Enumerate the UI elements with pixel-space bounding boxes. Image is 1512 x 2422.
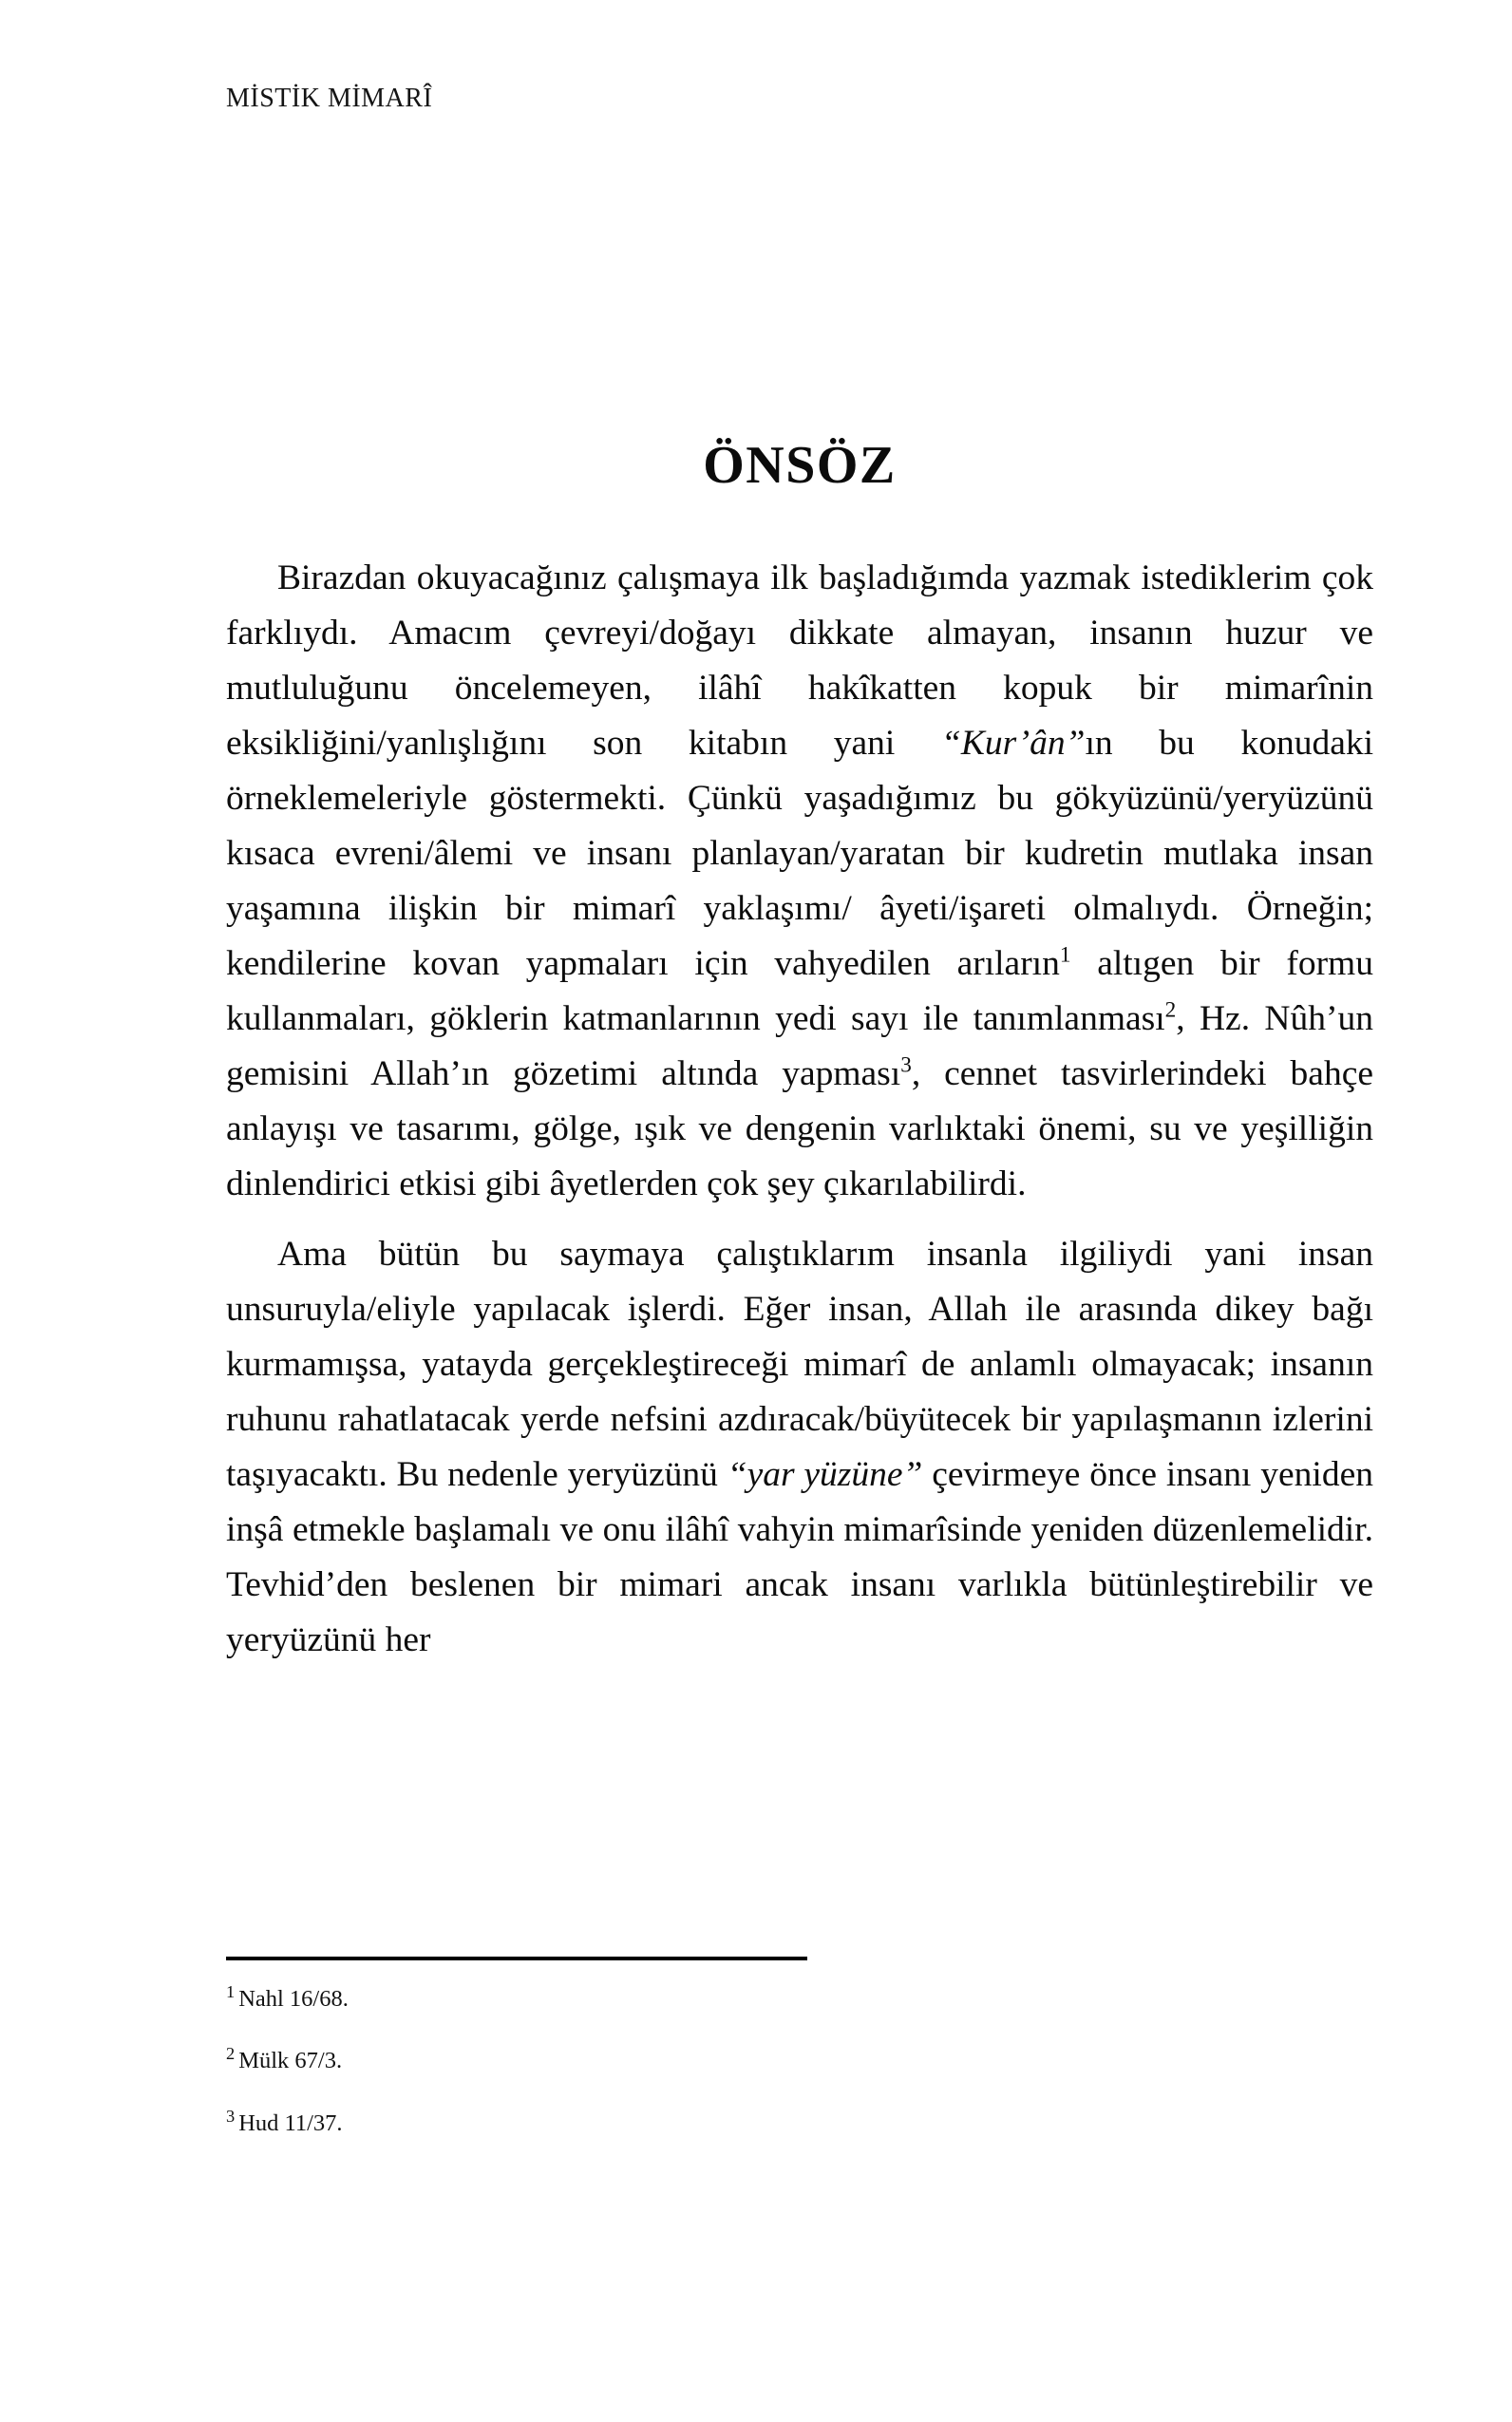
footnote-list	[226, 1981, 1373, 2137]
footnote-1	[226, 1981, 1373, 2013]
footnote-text: Mülk 67/3.	[238, 2048, 343, 2074]
main-text-column	[226, 437, 1373, 1668]
footnote-2	[226, 2044, 1373, 2074]
footnote-text: Nahl 16/68.	[238, 1986, 349, 2012]
footnote-marker-3: 3	[226, 2106, 236, 2126]
footnote-reference-2[interactable]: 2	[1164, 997, 1177, 1023]
footnote-reference-1[interactable]: 1	[1059, 942, 1071, 968]
footnote-3	[226, 2106, 1373, 2137]
quoted-term: “Kur’ân”	[940, 723, 1086, 763]
page-title: ÖNSÖZ	[703, 436, 897, 495]
footnote-marker-2: 2	[226, 2044, 236, 2064]
quoted-term: “yar yüzüne”	[727, 1454, 923, 1494]
footnote-text: Hud 11/37.	[238, 2110, 343, 2136]
running-header: MİSTİK MİMARÎ	[226, 84, 433, 113]
body-paragraphs	[226, 551, 1373, 1668]
paragraph-1: Birazdan okuyacağınız çalışmaya ilk başladığımda yazmak istediklerim çok farklıydı. Amacım çevreyi/doğayı dikkate almayan, insanın huzur ve mutluluğunu öncelemeyen, ilâhî hakîkatten kopuk bir mimarînin eksikliğini/yanlışlığını son kitabın yani “Kur’ân”ın bu konudaki örneklemeleriyle göstermekti. Çünkü yaşadığımız bu gökyüzünü/yeryüzünü kısaca evreni/âlemi ve insanı planlayan/yaratan bir kudretin mutlaka insan yaşamına ilişkin bir mimarî yaklaşımı/ âyeti/işareti olmalıydı. Örneğin; kendilerine kovan yapmaları için vahyedilen arıların$^1$ altıgen bir formu kullanmaları, göklerin katmanlarının yedi sayı ile tanımlanması$^2$, Hz. Nûh’un gemisini Allah’ın gözetimi altında yapması$^3$, cennet tasvirlerindeki bahçe anlayışı ve tasarımı, gölge, ışık ve dengenin varlıktaki önemi, su ve yeşilliğin dinlendirici etkisi gibi âyetlerden çok şey çıkarılabilirdi.	[226, 558, 1374, 1203]
footnote-marker-1: 1	[226, 1981, 236, 2001]
footnote-area	[226, 1957, 1373, 2171]
footnote-reference-3[interactable]: 3	[900, 1052, 912, 1078]
footnote-separator-rule	[226, 1957, 807, 1960]
paragraph-2: Ama bütün bu saymaya çalıştıklarım insanla ilgiliydi yani insan unsuruyla/eliyle yapılacak işlerdi. Eğer insan, Allah ile arasında dikey bağı kurmamışsa, yatayda gerçekleştireceği mimarî de anlamlı olmayacak; insanın ruhunu rahatlatacak yerde nefsini azdıracak/büyütecek bir yapılaşmanın izlerini taşıyacaktı. Bu nedenle yeryüzünü “yar yüzüne” çevirmeye önce insanı yeniden inşâ etmekle başlamalı ve onu ilâhî vahyin mimarîsinde yeniden düzenlemelidir. Tevhid’den beslenen bir mimari ancak insanı varlıkla bütünleştirebilir ve yeryüzünü her	[226, 1234, 1373, 1659]
